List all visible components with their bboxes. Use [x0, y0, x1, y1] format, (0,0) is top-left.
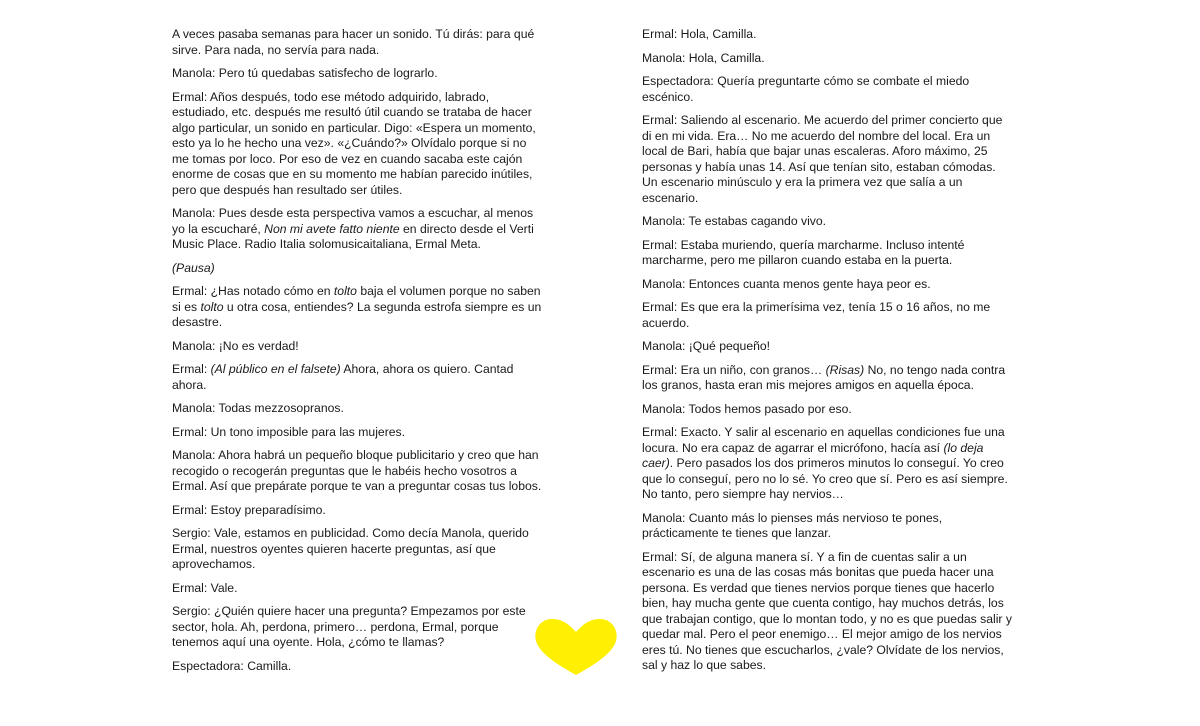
- right-paragraph: [642, 511, 1014, 542]
- left-paragraph: [172, 425, 544, 441]
- right-paragraph: [642, 339, 1014, 355]
- text-run: Ermal:: [172, 362, 211, 376]
- right-paragraph: [642, 425, 1014, 503]
- text-run: Ermal: Años después, todo ese método adquirido, labrado, estudiado, etc. después me resultó útil cuando se trataba de hacer algo particular, un sonido en particular. Digo: «Espera un momento, esto ya lo he hecho una vez». «¿Cuándo?» Olvídalo porque si no me tomas por loco. Por eso de vez en cuando sacaba este cajón enorme de cosas que en su momento me habían parecido inútiles, pero que después han resultado ser útiles.: [172, 89, 536, 197]
- text-run: A veces pasaba semanas para hacer un sonido. Tú dirás: para qué sirve. Para nada, no servía para nada.: [172, 27, 535, 57]
- text-run: en directo desde el Verti Music Place. Radio Italia solomusicaitaliana, Ermal Meta.: [172, 221, 534, 251]
- stage-direction: (lo deja caer): [642, 440, 984, 470]
- right-paragraph: [642, 113, 1014, 206]
- left-paragraph: [172, 604, 544, 651]
- left-paragraph: [172, 659, 544, 675]
- stage-direction: (Risas): [825, 362, 865, 377]
- right-paragraph: [642, 363, 1014, 394]
- left-paragraph: [172, 90, 544, 199]
- text-run: Ermal: Estaba muriendo, quería marcharme. Incluso intenté marcharme, pero me pillaron cuando estaba en la puerta.: [642, 237, 965, 267]
- text-run: Ahora, ahora os quiero. Cantad ahora.: [172, 362, 514, 392]
- text-run: u otra cosa, entiendes? La segunda estrofa siempre es un desastre.: [172, 299, 542, 329]
- text-run: Ermal: ¿Has notado cómo en: [172, 284, 334, 298]
- right-paragraph: [642, 277, 1014, 293]
- text-run: Ermal: Exacto. Y salir al escenario en aquellas condiciones fue una locura. No era capaz de agarrar el micrófono, hacía así: [642, 425, 1005, 455]
- text-run: Sergio: Vale, estamos en publicidad. Como decía Manola, querido Ermal, nuestros oyentes quieren hacerte preguntas, así que aprovechamos.: [172, 526, 529, 571]
- left-paragraph: [172, 261, 544, 277]
- stage-direction: (Al público en el falsete): [210, 362, 341, 376]
- text-run: Ermal: Vale.: [172, 580, 238, 595]
- text-run: Manola: Cuanto más lo pienses más nervioso te pones, prácticamente te tienes que lanzar.: [642, 510, 943, 540]
- right-paragraph: [642, 27, 1014, 43]
- text-run: Ermal: Saliendo al escenario. Me acuerdo del primer concierto que di en mi vida. Era… No me acuerdo del nombre del local. Era un local de Bari, había que bajar unas escaleras. Aforo máximo, 25 personas y había unas 14. Así que tenían sito, estaban cómodas. Un escenario minúsculo y era la primera vez que salía a un escenario.: [642, 113, 1003, 205]
- text-run: Manola: Todos hemos pasado por eso.: [642, 401, 852, 416]
- left-paragraph: [172, 503, 544, 519]
- text-run: Sergio: ¿Quién quiere hacer una pregunta? Empezamos por este sector, hola. Ah, perdona, primero… perdona, Ermal, porque tenemos aquí una oyente. Hola, ¿cómo te llamas?: [172, 604, 526, 649]
- stage-direction: Non mi avete fatto niente: [264, 221, 400, 236]
- stage-direction: (Pausa): [172, 260, 215, 275]
- right-paragraph: [642, 550, 1014, 674]
- text-run: Espectadora: Quería preguntarte cómo se combate el miedo escénico.: [642, 74, 970, 104]
- right-paragraph: [642, 238, 1014, 269]
- left-paragraph: [172, 526, 544, 573]
- left-paragraph: [172, 66, 544, 82]
- right-paragraph: [642, 214, 1014, 230]
- text-run: Ermal: Estoy preparadísimo.: [172, 502, 326, 517]
- text-run: No, no tengo nada contra los granos, hasta eran mis mejores amigos en aquella época.: [642, 362, 1006, 392]
- text-run: Manola: Todas mezzosopranos.: [172, 401, 344, 415]
- stage-direction: tolto: [333, 284, 357, 298]
- text-run: Manola: Ahora habrá un pequeño bloque publicitario y creo que han recogido o recogerán preguntas que le habéis hecho vosotros a Ermal. Así que prepárate porque te van a preguntar cosas tus lobos.: [172, 448, 542, 493]
- text-run: . Pero pasados los dos primeros minutos lo conseguí. Yo creo que lo conseguí, pero no lo sé. Yo creo que sí. Pero es así siempre. No tanto, pero siempre hay nervios…: [642, 456, 1008, 501]
- heart-icon: [534, 617, 618, 675]
- left-paragraph: [172, 339, 544, 355]
- text-run: Espectadora: Camilla.: [172, 658, 292, 673]
- left-paragraph: [172, 362, 544, 393]
- right-text-column: [642, 27, 1014, 682]
- text-run: Manola: ¡Qué pequeño!: [642, 339, 771, 353]
- text-run: Ermal: Sí, de alguna manera sí. Y a fin de cuentas salir a un escenario es una de las cosas más bonitas que pueda hacer una persona. Es verdad que tienes nervios porque tienes que hacerlo bien, hay mucha gente que cuenta contigo, hay muchos detrás, los que trabajan contigo, que lo montan todo, y no es que puedas salir y quedar mal. Pero el peor enemigo… El mejor amigo de los nervios eres tú. No tienes que escucharlos, ¿vale? Olvídate de los nervios, sal y haz lo que sabes.: [642, 549, 1012, 672]
- text-run: Manola: Hola, Camilla.: [642, 50, 765, 65]
- right-paragraph: [642, 74, 1014, 105]
- text-run: Manola: Pero tú quedabas satisfecho de lograrlo.: [172, 66, 438, 80]
- left-text-column: [172, 27, 544, 682]
- text-run: Ermal: Era un niño, con granos…: [642, 362, 826, 377]
- right-paragraph: [642, 402, 1014, 418]
- left-paragraph: [172, 27, 544, 58]
- text-run: Manola: Te estabas cagando vivo.: [642, 214, 827, 228]
- text-run: Ermal: Un tono imposible para las mujeres.: [172, 424, 406, 439]
- text-run: Manola: ¡No es verdad!: [172, 338, 299, 353]
- text-run: Manola: Pues desde esta perspectiva vamos a escuchar, al menos yo la escucharé,: [172, 206, 534, 236]
- text-run: Ermal: Es que era la primerísima vez, tenía 15 o 16 años, no me acuerdo.: [642, 300, 991, 330]
- left-paragraph: [172, 581, 544, 597]
- stage-direction: tolto: [200, 299, 224, 314]
- left-paragraph: [172, 284, 544, 331]
- left-paragraph: [172, 401, 544, 417]
- left-paragraph: [172, 206, 544, 253]
- text-run: baja el volumen porque no saben si es: [172, 284, 541, 314]
- text-run: Ermal: Hola, Camilla.: [642, 27, 757, 41]
- right-paragraph: [642, 300, 1014, 331]
- text-run: Manola: Entonces cuanta menos gente haya peor es.: [642, 276, 931, 291]
- left-paragraph: [172, 448, 544, 495]
- right-paragraph: [642, 51, 1014, 67]
